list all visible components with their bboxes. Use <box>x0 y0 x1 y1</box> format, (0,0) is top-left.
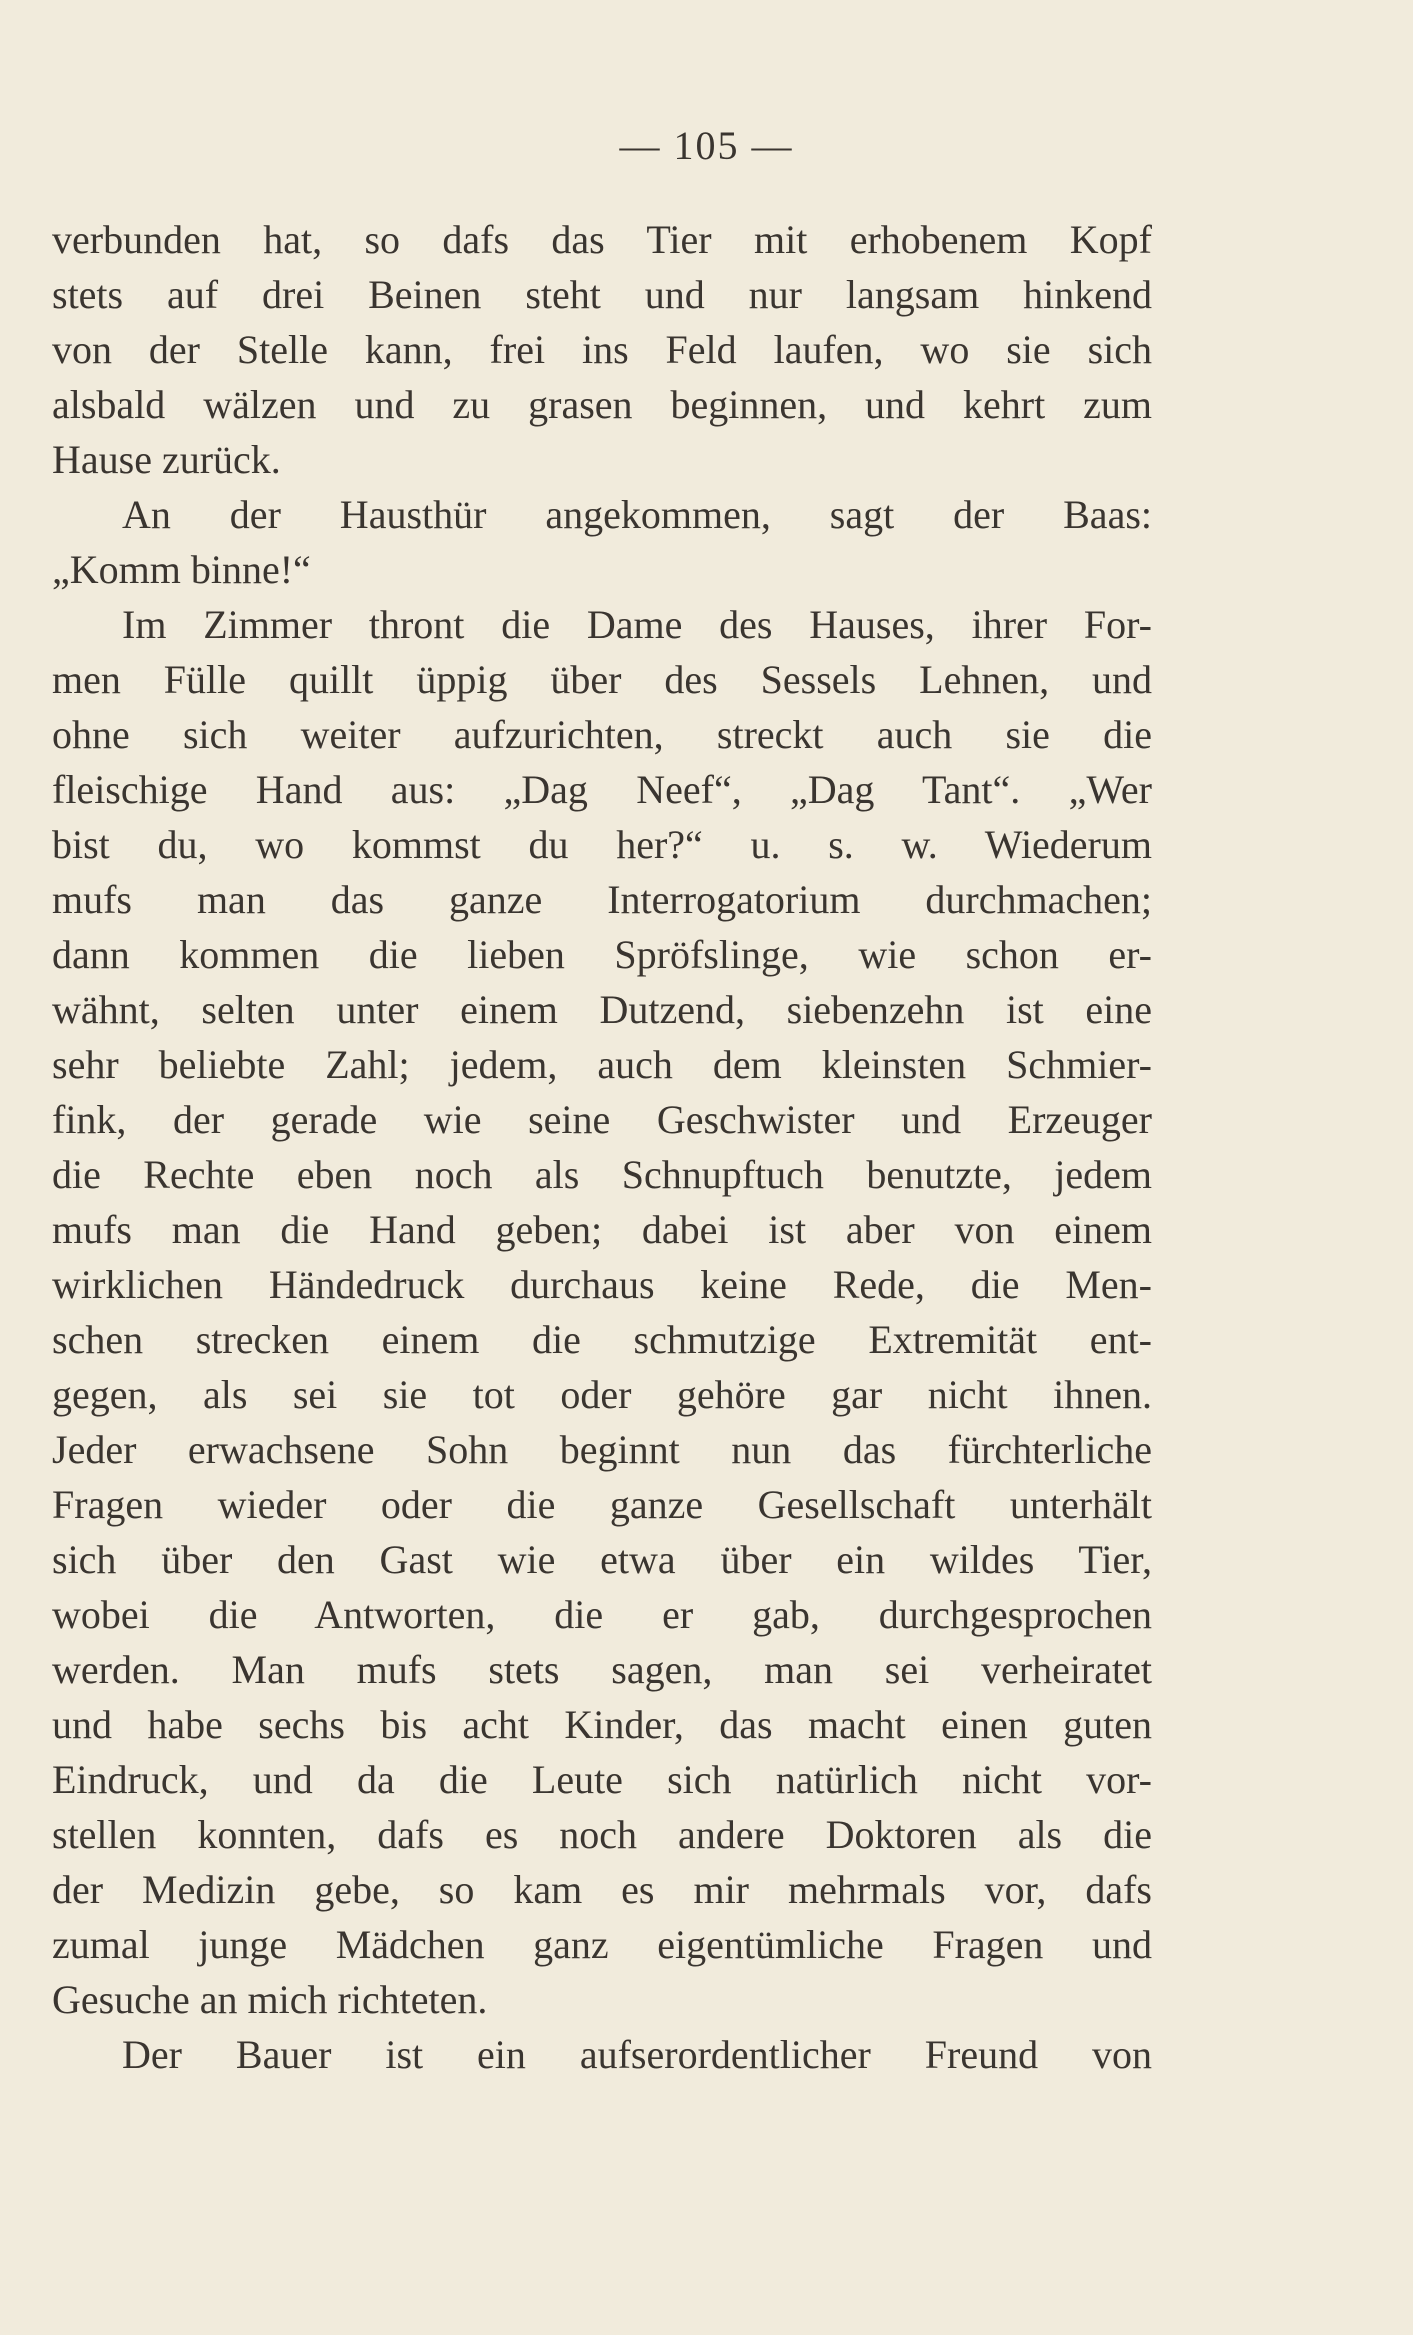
text-line: „Komm binne!“ <box>52 547 311 592</box>
text-line: mufs man die Hand geben; dabei ist aber von einem <box>52 1207 1152 1252</box>
text-line: stellen konnten, dafs es noch andere Doktoren als die <box>52 1812 1152 1857</box>
text-line: schen strecken einem die schmutzige Extremität ent- <box>52 1317 1152 1362</box>
text-line: dann kommen die lieben Spröfslinge, wie schon er- <box>52 932 1152 977</box>
text-line: die Rechte eben noch als Schnupftuch benutzte, jedem <box>52 1152 1152 1197</box>
text-line: wähnt, selten unter einem Dutzend, siebenzehn ist eine <box>52 987 1152 1032</box>
text-line: wirklichen Händedruck durchaus keine Rede, die Men- <box>52 1262 1152 1307</box>
text-line: An der Hausthür angekommen, sagt der Baas: <box>122 492 1152 537</box>
text-line: sehr beliebte Zahl; jedem, auch dem kleinsten Schmier- <box>52 1042 1152 1087</box>
text-line: bist du, wo kommst du her?“ u. s. w. Wiederum <box>52 822 1152 867</box>
text-line: Im Zimmer thront die Dame des Hauses, ihrer For- <box>122 602 1152 647</box>
text-line: sich über den Gast wie etwa über ein wildes Tier, <box>52 1537 1152 1582</box>
text-line: alsbald wälzen und zu grasen beginnen, und kehrt zum <box>52 382 1152 427</box>
text-line: fleischige Hand aus: „Dag Neef“, „Dag Tant“. „Wer <box>52 767 1152 812</box>
text-line: gegen, als sei sie tot oder gehöre gar nicht ihnen. <box>52 1372 1152 1417</box>
text-line: Eindruck, und da die Leute sich natürlich nicht vor- <box>52 1757 1152 1802</box>
text-line: mufs man das ganze Interrogatorium durchmachen; <box>52 877 1152 922</box>
text-line: Hause zurück. <box>52 437 281 482</box>
text-line: der Medizin gebe, so kam es mir mehrmals vor, dafs <box>52 1867 1152 1912</box>
text-line: ohne sich weiter aufzurichten, streckt auch sie die <box>52 712 1152 757</box>
text-line: zumal junge Mädchen ganz eigentümliche Fragen und <box>52 1922 1152 1967</box>
text-line: fink, der gerade wie seine Geschwister und Erzeuger <box>52 1097 1152 1142</box>
text-line: Gesuche an mich richteten. <box>52 1977 488 2022</box>
text-line: Der Bauer ist ein aufserordentlicher Freund von <box>122 2032 1152 2077</box>
text-line: und habe sechs bis acht Kinder, das macht einen guten <box>52 1702 1152 1747</box>
text-line: stets auf drei Beinen steht und nur langsam hinkend <box>52 272 1152 317</box>
text-line: verbunden hat, so dafs das Tier mit erhobenem Kopf <box>52 217 1152 262</box>
page-number: — 105 — <box>619 123 794 168</box>
text-line: men Fülle quillt üppig über des Sessels Lehnen, und <box>52 657 1152 702</box>
text-line: werden. Man mufs stets sagen, man sei verheiratet <box>52 1647 1152 1692</box>
text-line: wobei die Antworten, die er gab, durchgesprochen <box>52 1592 1152 1637</box>
text-line: Jeder erwachsene Sohn beginnt nun das fürchterliche <box>52 1427 1152 1472</box>
text-line: Fragen wieder oder die ganze Gesellschaft unterhält <box>52 1482 1152 1527</box>
text-line: von der Stelle kann, frei ins Feld laufen, wo sie sich <box>52 327 1152 372</box>
